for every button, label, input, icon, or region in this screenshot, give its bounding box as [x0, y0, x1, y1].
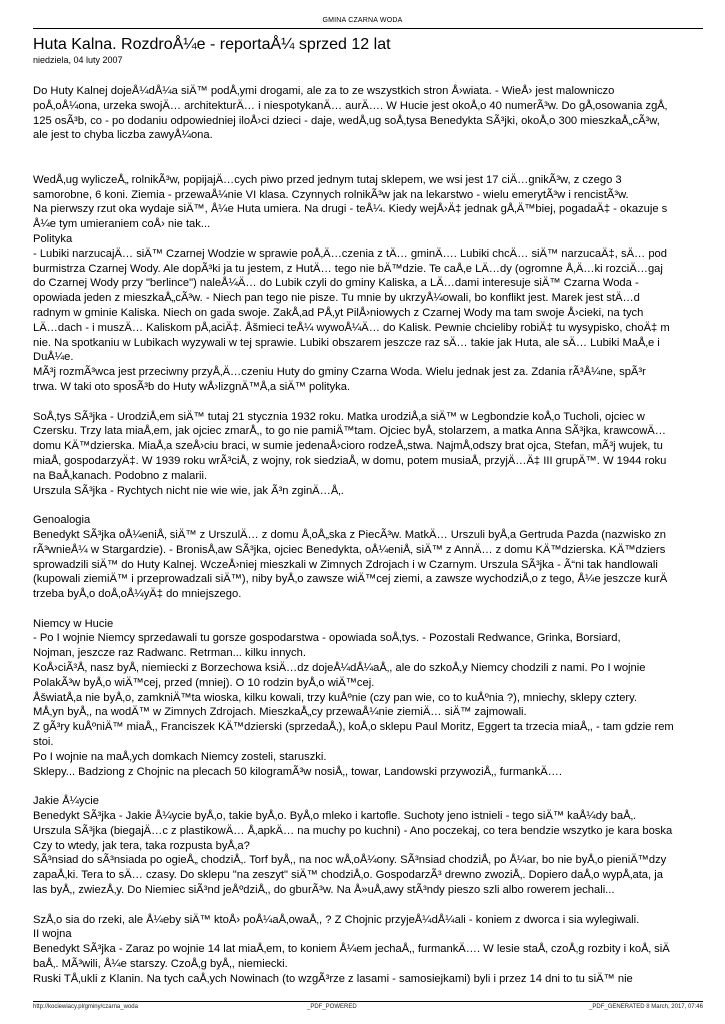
body-line: DuÅ¼e. — [33, 351, 74, 364]
body-line: zapaÅ‚ki. Tera to sÄ… czasy. Do sklepu "na zeszyt" siÄ™ chodziÅ‚o. GospodarzÃ³ drewno zwoziÅ‚. Dopiero daÅ‚o wypÅ‚ata, ja — [33, 869, 663, 882]
body-line: MÅ‚yn byÅ‚, na wodÄ™ w Zimnych Zdrojach. MieszkaÅ„cy przewaÅ¼nie ziemiÄ… siÄ™ zajmowali. — [33, 706, 527, 719]
body-line: Urszula SÃ³jka (biegajÄ…c z plastikowÄ… Å‚apkÄ… na muchy po kuchni) - Ano poczekaj, co tera bendzie wszytko je kara boska — [33, 824, 673, 837]
body-line: 125 osÃ³b, co - po dodaniu odpowiedniej iloÅ›ci dzieci - daje, wedÅ‚ug soÅ‚tysa Benedykta SÃ³jki, okoÅ‚o 300 mieszkaÅ„cÃ³w, — [33, 114, 660, 127]
paragraph-gap — [33, 602, 725, 617]
body-line: Czersku. Trzy lata miaÅ‚em, jak ojciec zmarÅ‚, to go nie pamiÄ™tam. Ojciec byÅ‚ stolarzem, a matka Anna SÃ³jka, krawcowÄ… — [33, 425, 666, 438]
body-line: samorobne, 6 koni. Ziemia - przewaÅ¼nie VI klasa. Czynnych rolnikÃ³w jak na lekarstwo - wielu emerytÃ³w i rencistÃ³w. — [33, 188, 629, 201]
body-line: II wojna — [33, 928, 72, 941]
body-line: Nojman, jeszcze raz Radwanc. Retrman... kilku innych. — [33, 647, 306, 660]
page-footer — [33, 1004, 703, 1014]
body-line: baÅ‚. MÃ³wili, Å¼e starszy. CzoÅ‚g byÅ‚, niemiecki. — [33, 958, 288, 971]
body-line: opowiada jeden z mieszkaÅ„cÃ³w. - Niech pan tego nie pisze. Tu mnie by ukrzyÅ¼owali, bo konflikt jest. Marek jest stÄ…d — [33, 292, 640, 305]
body-line: Niemcy w Hucie — [33, 617, 114, 630]
body-line: Do Huty Kalnej dojeÅ¼dÅ¼a siÄ™ podÅ‚ymi drogami, ale za to ze wszystkich stron Å›wiata. - WieÅ› jest malowniczo — [33, 85, 615, 97]
body-line: - Po I wojnie Niemcy sprzedawali tu gorsze gospodarstwa - opowiada soÅ‚tys. - Pozostali Redwance, Grinka, Borsiard, — [33, 632, 621, 645]
article-title: Huta Kalna. RozdroÅ¼e - reportaÅ¼ sprzed 12 lat — [33, 36, 391, 53]
body-line: - Lubiki narzucajÄ… siÄ™ Czarnej Wodzie w sprawie poÅ‚Ä…czenia z tÄ… gminÄ…. Lubiki chcÄ… siÄ™ narzucaÄ‡, sÄ… pod — [33, 247, 667, 260]
body-line: miaÅ‚ gospodarzyÄ‡. W 1939 roku wrÃ³ciÅ‚ z wojny, rok siedziaÅ‚ w domu, potem musiaÅ‚ przyjÄ…Ä‡ III grupÄ™. W 1944 roku — [33, 454, 667, 467]
body-line: trzeba byÅ‚o doÅ‚oÅ¼yÄ‡ do mniejszego. — [33, 588, 242, 601]
body-line: trwa. W taki oto sposÃ³b do Huty wÅ›lizgnÄ™Å‚a siÄ™ polityka. — [33, 380, 351, 393]
body-line: na BaÅ‚kanach. Podobno z malarii. — [33, 469, 208, 482]
body-line: radnym w gminie Kaliska. Niech on gada swoje. ZakÅ‚ad PÅ‚yt PilÅ›niowych z Czarnej Wody ma tam swoje Å›cieki, na tych — [33, 306, 644, 319]
article-date: niedziela, 04 luty 2007 — [33, 55, 123, 65]
body-line: burmistrza Czarnej Wody. Ale dopÃ³ki ja tu jestem, z HutÄ… tego nie bÄ™dzie. Te caÅ‚e LÄ…dy (ogromne Å‚Ä…ki rozciÄ…gaj — [33, 262, 663, 275]
body-line: Polityka — [33, 232, 73, 245]
body-line: stoi. — [33, 736, 54, 749]
site-name: GMINA CZARNA WODA — [322, 17, 403, 24]
footer-divider — [33, 1001, 703, 1002]
body-line: Urszula SÃ³jka - Rychtych nicht nie wie wie, jak Ã³n zginÄ…Å‚. — [33, 484, 344, 497]
body-line: Å¼e tym umieraniem coÅ› nie tak... — [33, 218, 211, 231]
body-line: Na pierwszy rzut oka wydaje siÄ™, Å¼e Huta umiera. Na drugi - teÅ¼. Kiedy wejÅ›Ä‡ jednak gÅ‚Ä™biej, pogadaÄ‡ - okazuje s — [33, 203, 668, 216]
body-line: Po I wojnie na maÅ‚ych domkach Niemcy zosteli, staruszki. — [33, 750, 327, 763]
body-line: Jakie Å¼ycie — [33, 795, 99, 808]
body-line: do Czarnej Wody przy "berlince") naleÅ¼Ä… do Lubik czyli do gminy Kaliska, a LÄ…dami interesuje siÄ™ Czarna Woda - — [33, 277, 639, 290]
paragraph-gap — [33, 158, 725, 173]
body-line: SoÅ‚tys SÃ³jka - UrodziÅ‚em siÄ™ tutaj 21 stycznia 1932 roku. Matka urodziÅ‚a siÄ™ w Legbondzie koÅ‚o Tucholi, ojciec w — [33, 410, 645, 423]
article-body — [33, 84, 725, 987]
body-line: SzÅ‚o sia do rzeki, ale Å¼eby siÄ™ ktoÅ› poÅ¼aÅ‚owaÅ‚, ? Z Chojnic przyjeÅ¼dÅ¼ali - koniem z dworca i sia wylegiwali. — [33, 913, 640, 926]
body-line: sprowadzili siÄ™ do Huty Kalnej. WczeÅ›niej mieszkali w Zimnych Zdrojach i w Czarnym. Urszula SÃ³jka - Ã“ni tak handlowali — [33, 558, 658, 571]
body-line: Sklepy... Badziong z Chojnic na plecach 50 kilogramÃ³w nosiÅ‚, towar, Landowski przywoziÅ‚, furmankÄ…. — [33, 765, 562, 778]
body-line: Ruski TÅ‚ukli z Klanin. Na tych caÅ‚ych Nowinach (to wzgÃ³rze z lasami - samosiejkami) byli i przez 14 dni to tu siÄ™ nie — [33, 972, 633, 985]
body-line: Z gÃ³ry kuÅºniÄ™ miaÅ‚, Franciszek KÄ™dzierski (sprzedaÅ‚), koÅ‚o sklepu Paul Moritz, Eggert ta trzecia miaÅ‚, - tam gdzie rem — [33, 721, 674, 734]
body-line: KoÅ›ciÃ³Å‚ nasz byÅ‚ niemiecki z Borzechowa ksiÄ…dz dojeÅ¼dÅ¼aÅ‚, ale do szkoÅ‚y Niemcy chodzili z nami. Po I wojnie — [33, 662, 646, 675]
body-line: Genoalogia — [33, 514, 91, 527]
body-line: rÃ³wnieÅ¼ w Stargardzie). - BronisÅ‚aw SÃ³jka, ojciec Benedykta, oÅ¼eniÅ‚ siÄ™ z AnnÄ… z domu KÄ™dzierska. KÄ™dziers — [33, 543, 666, 556]
body-line: Benedykt SÃ³jka oÅ¼eniÅ‚ siÄ™ z UrszulÄ… z domu Å‚oÅ„ska z PiecÃ³w. MatkÄ… Urszuli byÅ‚a Gertruda Pazda (nazwisko zn — [33, 528, 666, 541]
paragraph-gap — [33, 395, 725, 410]
body-line: ÅšwiatÅ‚a nie byÅ‚o, zamkniÄ™ta wioska, kilku kowali, trzy kuÅºnie (czy pan wie, co to kuÅºnia ?), mniechy, sklepy cztery. — [33, 691, 638, 704]
footer-powered: _PDF_POWERED — [307, 1004, 357, 1010]
body-line: poÅ‚oÅ¼ona, urzeka swojÄ… architekturÄ… i niespotykanÄ… aurÄ…. W Hucie jest okoÅ‚o 40 numerÃ³w. Do gÅ‚osowania zgÅ‚ — [33, 99, 668, 112]
header-divider — [33, 28, 703, 29]
body-line: las byÅ‚, zwiezÅ‚y. Do Niemiec siÃ³nd jeÅºdziÅ‚, do gburÃ³w. Na Å»uÅ‚awy stÃ³ndy pieszo szli albo rowerem jechali... — [33, 884, 615, 897]
paragraph-gap — [33, 143, 725, 158]
body-line: LÄ…dach - i muszÄ… Kaliskom pÅ‚aciÄ‡. Åšmieci teÅ¼ wywoÅ¼Ä… do Kalisk. Pewnie chcieliby robiÄ‡ tu wysypisko, choÄ‡ m — [33, 321, 670, 334]
body-line: PolakÃ³w byÅ‚o wiÄ™cej, przed (mniej). O 10 rodzin byÅ‚o wiÄ™cej. — [33, 676, 375, 689]
body-line: (kupowali ziemiÄ™ i przeprowadzali siÄ™), niby byÅ‚o zawsze wiÄ™cej ziemi, a zawsze wychodziÅ‚o z tego, Å¼e jeszcze kurÄ — [33, 573, 668, 586]
paragraph-gap — [33, 779, 725, 794]
body-line: MÃ³j rozmÃ³wca jest przeciwny przyÅ‚Ä…czeniu Huty do gminy Czarna Woda. Wielu jednak jest za. Zdania rÃ³Å¼ne, spÃ³r — [33, 366, 646, 379]
body-line: WedÅ‚ug wyliczeÅ„ rolnikÃ³w, popijajÄ…cych piwo przed jednym tutaj sklepem, we wsi jest 17 ciÄ…gnikÃ³w, z czego 3 — [33, 173, 622, 186]
paragraph-gap — [33, 898, 725, 913]
body-line: Czy to wtedy, jak tera, taka rozpusta byÅ‚a? — [33, 839, 250, 852]
paragraph-gap — [33, 498, 725, 513]
body-line: ale jest to chyba liczba zawyÅ¼ona. — [33, 129, 213, 142]
body-line: SÃ³nsiad do sÃ³nsiada po ogieÅ„ chodziÅ‚. Torf byÅ‚, na noc wÅ‚oÅ¼ony. SÃ³nsiad chodziÅ‚ po Å¼ar, bo nie byÅ‚o pieniÄ™dzy — [33, 854, 667, 867]
footer-url[interactable]: http://kociewiacy.pl/gminy/czarna_woda — [33, 1004, 138, 1010]
page-header — [0, 0, 725, 30]
footer-generated: _PDF_GENERATED 8 March, 2017, 07:46 — [589, 1004, 703, 1010]
body-line: Benedykt SÃ³jka - Jakie Å¼ycie byÅ‚o, takie byÅ‚o. ByÅ‚o mleko i kartofle. Suchoty jeno istnieli - tego siÄ™ kaÅ¼dy baÅ‚. — [33, 810, 637, 823]
body-line: domu KÄ™dzierska. MiaÅ‚a szeÅ›ciu braci, w sumie jedenaÅ›cioro rodzeÅ„stwa. NajmÅ‚odszy brat ojca, Stefan, mÃ³j wujek, tu — [33, 440, 663, 453]
body-line: nie. Na spotkaniu w Lubikach wyzywali w tej sprawie. Lubiki obszarem jeszcze raz sÄ… takie jak Huta, ale sÄ… Lubiki MaÅ‚e i — [33, 336, 660, 349]
body-line: Benedykt SÃ³jka - Zaraz po wojnie 14 lat miaÅ‚em, to koniem Å¼em jechaÅ‚, furmankÄ…. W lesie staÅ‚ czoÅ‚g rozbity i koÅ‚ siÄ — [33, 943, 670, 956]
